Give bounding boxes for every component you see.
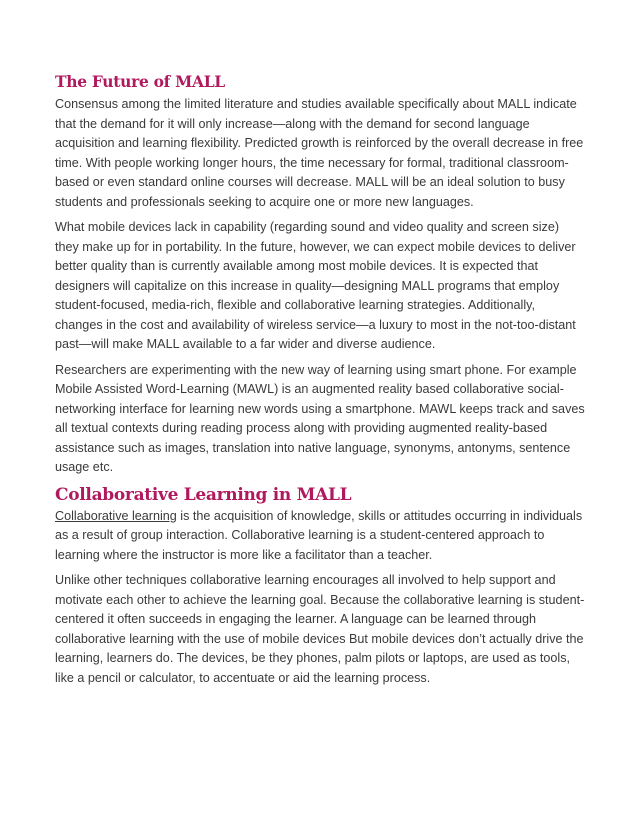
paragraph-collaborative-1-text: is the acquisition of knowledge, skills or attitudes occurring in individuals as a result of group interaction. Collaborative learning is a student-centered approach to learning where the instructor is more like a facilitator than a teacher. — [55, 508, 583, 562]
section-heading-collaborative-learning: Collaborative Learning in MALL — [55, 484, 352, 505]
section-heading-future-of-mall: The Future of MALL — [55, 72, 225, 91]
paragraph-collaborative-2: Unlike other techniques collaborative learning encourages all involved to help support and motivate each other to achieve the learning goal. Because the collaborative learning is student-centered it often succeeds in engaging the learner. A language can be learned through collaborative learning with the use of mobile devices But mobile devices don’t actually drive the learning, learners do. The devices, be they phones, palm pilots or laptops, are used as tools, like a pencil or calculator, to accentuate or aid the learning process. — [55, 573, 585, 685]
paragraph-collaborative-1 — [55, 507, 585, 566]
paragraph-future-2: What mobile devices lack in capability (regarding sound and video quality and screen size) they make up for in portability. In the future, however, we can expect mobile devices to deliver better quality than is currently available among most mobile devices. It is expected that designers will capitalize on this increase in quality—designing MALL programs that employ student-focused, media-rich, flexible and collaborative learning strategies. Additionally, changes in the cost and availability of wireless service—a luxury to most in the not-too-distant past—will make MALL available to a far wider and diverse audience. — [55, 220, 576, 351]
collaborative-learning-link[interactable]: Collaborative learning — [55, 508, 177, 523]
paragraph-future-1: Consensus among the limited literature and studies available specifically about MALL indicate that the demand for it will only increase—along with the demand for second language acquisition and learning flexibility. Predicted growth is reinforced by the overall decrease in free time. With people working longer hours, the time necessary for formal, traditional classroom-based or even standard online courses will decrease. MALL will be an ideal solution to busy students and professionals seeking to acquire one or more new languages. — [55, 97, 584, 209]
paragraph-future-3: Researchers are experimenting with the new way of learning using smart phone. For example Mobile Assisted Word-Learning (MAWL) is an augmented reality based collaborative social-networking interface for learning new words using a smartphone. MAWL keeps track and saves all textual contexts during reading process along with providing augmented reality-based assistance such as images, translation into native language, synonyms, antonyms, sentence usage etc. — [55, 362, 585, 474]
document-page — [55, 72, 585, 694]
